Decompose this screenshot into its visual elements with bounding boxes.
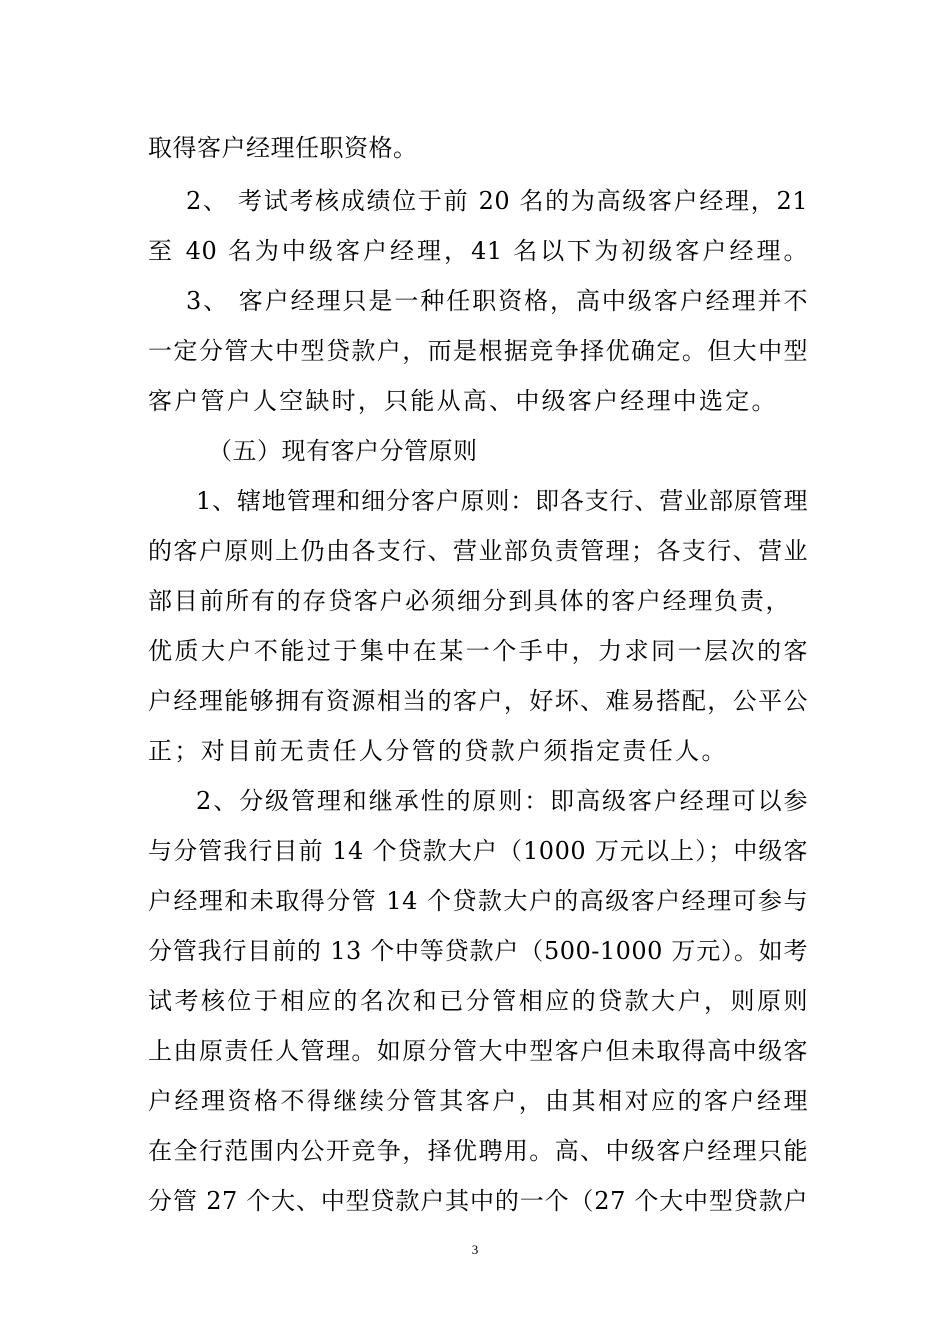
text-line-15: 与分管我行目前 14 个贷款大户（1000 万元以上）；中级客 (148, 837, 808, 865)
text-line-21: 在全行范围内公开竞争，择优聘用。高、中级客户经理只能 (148, 1137, 808, 1165)
page-number: 3 (471, 1242, 479, 1257)
text-line-17: 分管我行目前的 13 个中等贷款户（500-1000 万元）。如考 (148, 937, 808, 965)
text-line-18: 试考核位于相应的名次和已分管相应的贷款大户，则原则 (148, 987, 808, 1015)
section-heading: （五）现有客户分管原则 (208, 437, 478, 465)
text-line-1: 取得客户经理任职资格。 (148, 134, 418, 162)
text-line-6: 客户管户人空缺时，只能从高、中级客户经理中选定。 (148, 387, 776, 415)
text-line-13: 正；对目前无责任人分管的贷款户须指定责任人。 (148, 737, 726, 765)
text-line-5: 一定分管大中型贷款户，而是根据竞争择优确定。但大中型 (148, 337, 808, 365)
text-line-16: 户经理和未取得分管 14 个贷款大户的高级客户经理可参与 (148, 887, 808, 915)
text-line-12: 户经理能够拥有资源相当的客户，好坏、难易搭配，公平公 (148, 687, 808, 715)
text-line-10: 部目前所有的存贷客户必须细分到具体的客户经理负责， (148, 587, 790, 615)
text-line-20: 户经理资格不得继续分管其客户，由其相对应的客户经理 (148, 1087, 808, 1115)
text-line-8: 1、辖地管理和细分客户原则：即各支行、营业部原管理 (196, 487, 808, 515)
text-line-14: 2、分级管理和继承性的原则：即高级客户经理可以参 (196, 787, 808, 815)
text-line-3: 至 40 名为中级客户经理，41 名以下为初级客户经理。 (148, 237, 808, 265)
text-line-9: 的客户原则上仍由各支行、营业部负责管理；各支行、营业 (148, 537, 808, 565)
text-line-4: 3、 客户经理只是一种任职资格，高中级客户经理并不 (186, 287, 808, 315)
text-line-19: 上由原责任人管理。如原分管大中型客户但未取得高中级客 (148, 1037, 808, 1065)
text-line-11: 优质大户不能过于集中在某一个手中，力求同一层次的客 (148, 637, 808, 665)
text-line-2: 2、 考试考核成绩位于前 20 名的为高级客户经理，21 (186, 187, 808, 215)
text-line-22: 分管 27 个大、中型贷款户其中的一个（27 个大中型贷款户 (148, 1187, 808, 1215)
